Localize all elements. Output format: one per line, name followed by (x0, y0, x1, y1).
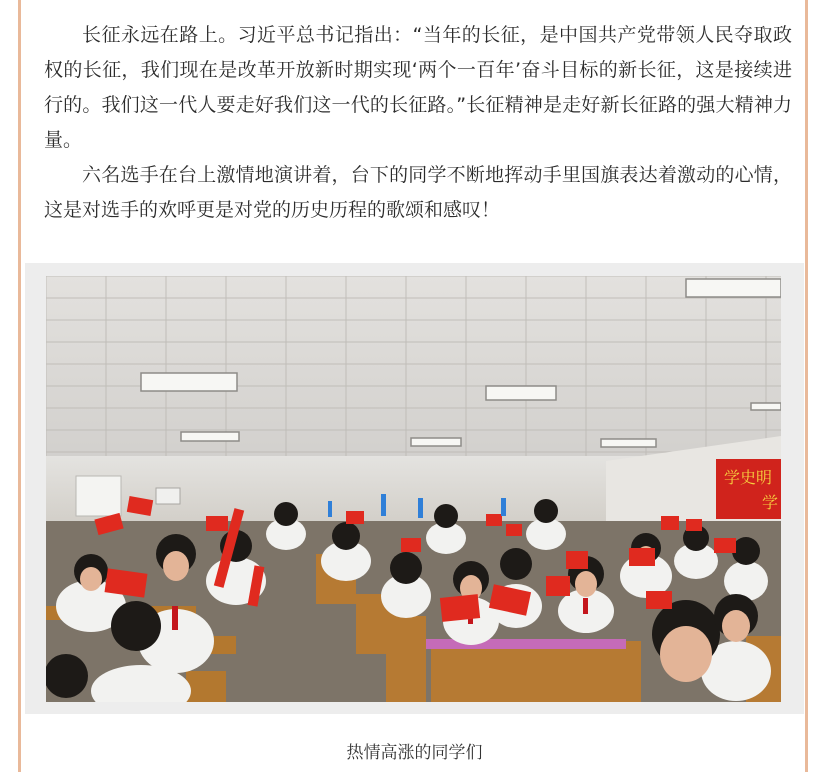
red-banner (716, 459, 781, 519)
photo-caption: 热情高涨的同学们 (346, 743, 483, 763)
classroom-photo-image (46, 276, 781, 702)
article-body (44, 18, 792, 228)
banner-text-1: 学史明 (724, 468, 773, 487)
classroom-photo[interactable] (46, 276, 781, 702)
paragraph-speakers: 六名选手在台上激情地演讲着，台下的同学不断地挥动手里国旗表达着激动的心情，这是对选手的欢呼更是对党的历史历程的歌颂和感叹！ (44, 164, 792, 221)
paragraph-long-march: 长征永远在路上。习近平总书记指出：“当年的长征，是中国共产党带领人民夺取政权的长征，我们现在是改革开放新时期实现‘两个一百年’奋斗目标的新长征，这是接续进行的。我们这一代人要走好我们这一代的长征路。”长征精神是走好新长征路的强大精神力量。 (44, 24, 792, 151)
banner-text-2: 学 (762, 493, 779, 512)
